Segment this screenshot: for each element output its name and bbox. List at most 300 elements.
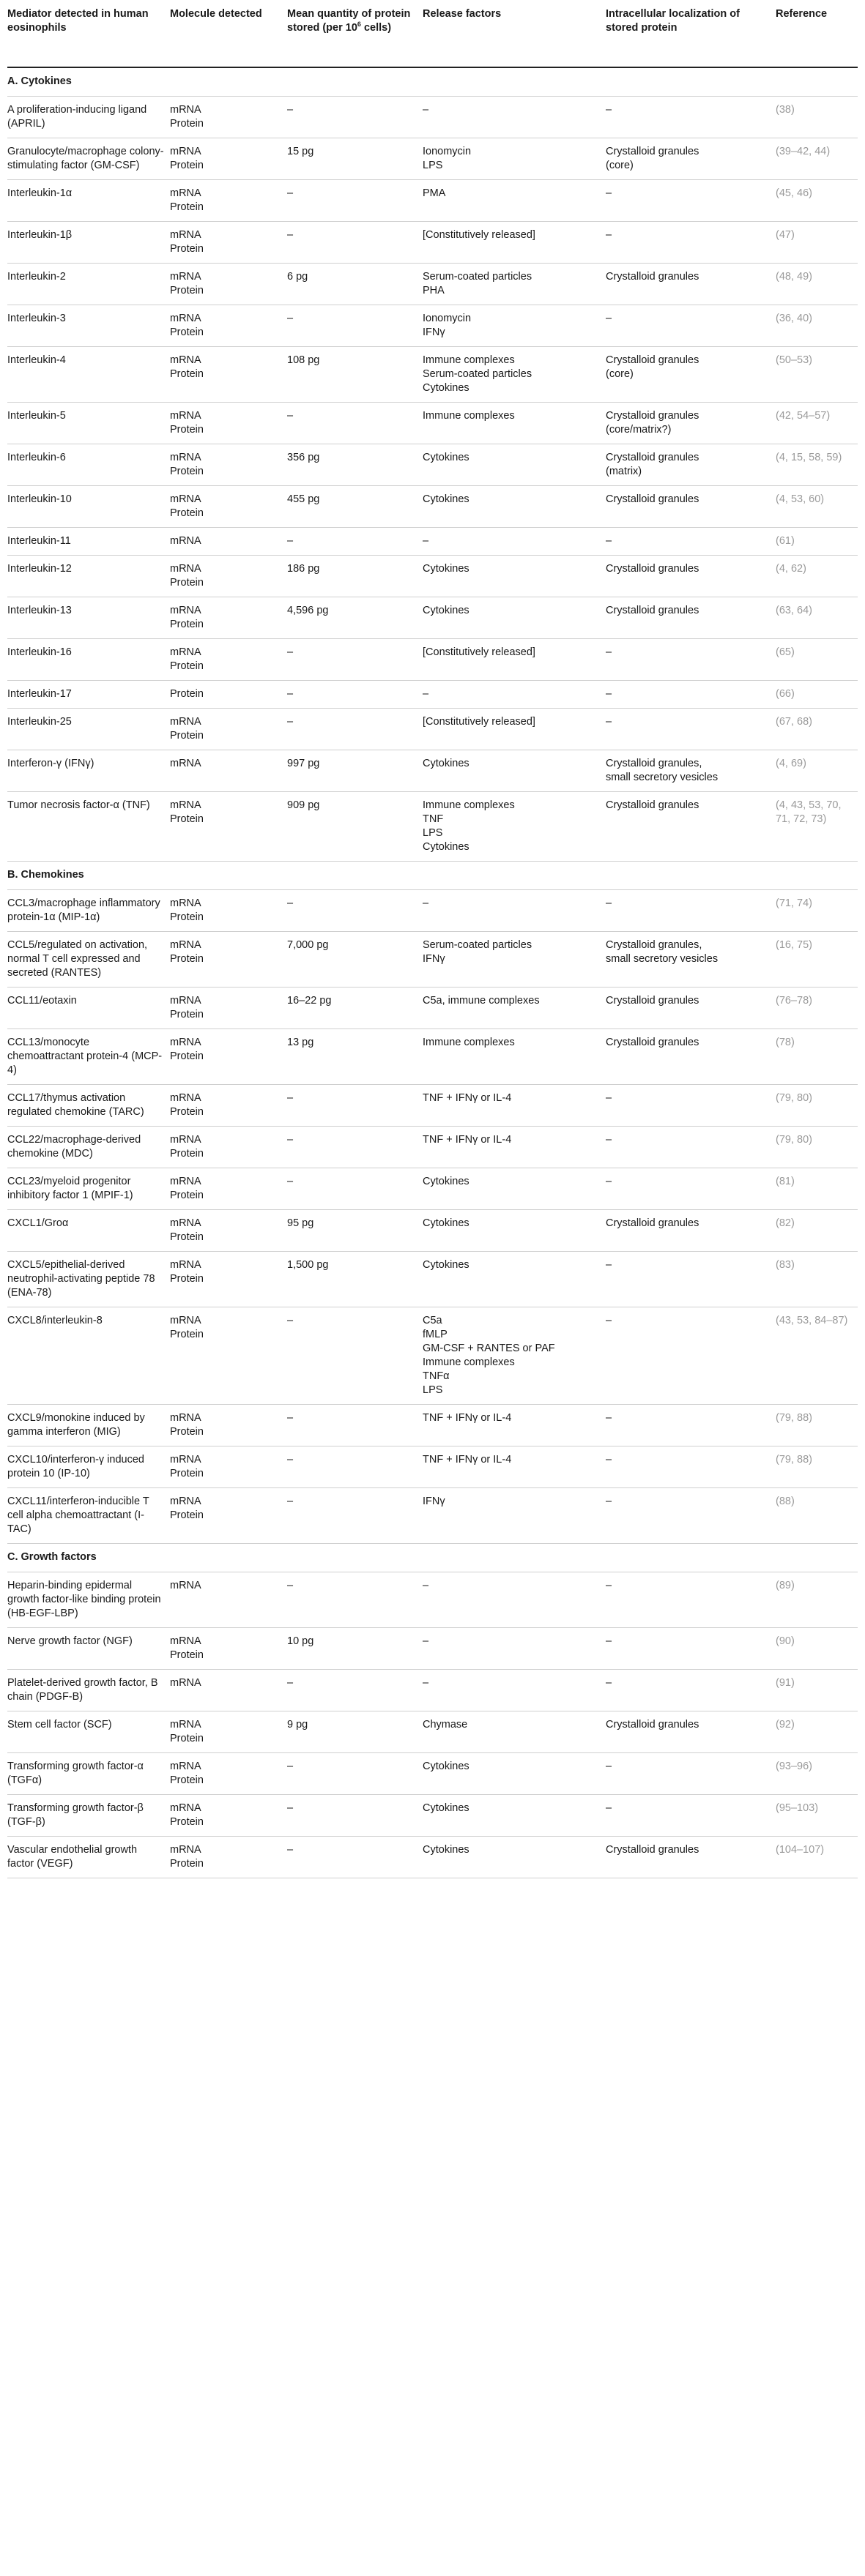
- molecule-cell-line: Protein: [170, 1231, 204, 1243]
- release-cell-line: –: [423, 535, 429, 547]
- table-row: [7, 988, 858, 1029]
- localization-cell: [606, 264, 776, 305]
- reference-cell: (45, 46): [776, 180, 858, 222]
- quantity-cell: 356 pg: [287, 444, 423, 486]
- localization-cell: [606, 444, 776, 486]
- localization-cell: [606, 556, 776, 597]
- release-cell-line: Cytokines: [423, 452, 469, 463]
- table-row: [7, 556, 858, 597]
- table-row: [7, 138, 858, 180]
- release-cell: [423, 1085, 606, 1127]
- release-cell: [423, 709, 606, 750]
- table-row: [7, 1405, 858, 1446]
- quantity-cell: –: [287, 1127, 423, 1168]
- quantity-cell: 997 pg: [287, 750, 423, 792]
- quantity-cell: 7,000 pg: [287, 932, 423, 988]
- release-cell: [423, 1405, 606, 1446]
- reference-cell: (79, 88): [776, 1446, 858, 1488]
- reference-cell: (89): [776, 1572, 858, 1628]
- mediator-cell: CCL13/monocyte chemoattractant protein-4 (MCP-4): [7, 1029, 170, 1085]
- molecule-cell: [170, 1168, 287, 1210]
- release-cell: [423, 597, 606, 639]
- release-cell-line: Cytokines: [423, 605, 469, 616]
- localization-cell: [606, 1168, 776, 1210]
- mediator-cell: CXCL1/Groα: [7, 1210, 170, 1252]
- quantity-cell: –: [287, 305, 423, 347]
- release-cell: [423, 1446, 606, 1488]
- molecule-cell-line: Protein: [170, 1009, 204, 1020]
- reference-cell: (4, 43, 53, 70, 71, 72, 73): [776, 792, 858, 862]
- reference-cell: (81): [776, 1168, 858, 1210]
- molecule-cell-line: Protein: [170, 424, 204, 436]
- release-cell: [423, 1628, 606, 1670]
- localization-cell-line: –: [606, 1412, 612, 1424]
- mediator-cell: Tumor necrosis factor-α (TNF): [7, 792, 170, 862]
- localization-cell: [606, 1488, 776, 1544]
- localization-cell: [606, 486, 776, 528]
- molecule-cell-line: mRNA: [170, 1719, 201, 1731]
- molecule-cell: [170, 988, 287, 1029]
- molecule-cell-line: mRNA: [170, 1217, 201, 1229]
- reference-cell: (42, 54–57): [776, 403, 858, 444]
- table-row: [7, 97, 858, 138]
- table-row: [7, 1795, 858, 1837]
- section-row: [7, 862, 858, 890]
- localization-cell: [606, 1307, 776, 1405]
- release-cell-line: LPS: [423, 827, 443, 839]
- localization-cell: [606, 1210, 776, 1252]
- molecule-cell: [170, 222, 287, 264]
- release-cell-line: Serum-coated particles: [423, 939, 532, 951]
- molecule-cell-line: mRNA: [170, 1037, 201, 1048]
- localization-cell-line: small secretory vesicles: [606, 953, 719, 965]
- release-cell-line: Immune complexes: [423, 799, 515, 811]
- molecule-cell-line: mRNA: [170, 1580, 201, 1591]
- reference-cell: (50–53): [776, 347, 858, 403]
- molecule-cell-line: Protein: [170, 619, 204, 630]
- release-cell: [423, 486, 606, 528]
- localization-cell: [606, 1670, 776, 1711]
- release-cell-line: Cytokines: [423, 841, 469, 853]
- mediator-cell: Interleukin-1β: [7, 222, 170, 264]
- localization-cell-line: –: [606, 313, 612, 324]
- localization-cell: [606, 750, 776, 792]
- mediator-cell: Interferon-γ (IFNγ): [7, 750, 170, 792]
- localization-cell: [606, 639, 776, 681]
- release-cell-line: C5a: [423, 1315, 442, 1326]
- localization-cell: [606, 347, 776, 403]
- localization-cell: [606, 305, 776, 347]
- mediator-cell: Transforming growth factor-α (TGFα): [7, 1753, 170, 1795]
- release-cell: [423, 97, 606, 138]
- quantity-cell: 16–22 pg: [287, 988, 423, 1029]
- molecule-cell-line: mRNA: [170, 493, 201, 505]
- molecule-cell: [170, 1307, 287, 1405]
- header-mediator: Mediator detected in human eosinophils: [7, 0, 170, 67]
- release-cell-line: Immune complexes: [423, 354, 515, 366]
- localization-cell-line: –: [606, 1802, 612, 1814]
- mediator-cell: CXCL10/interferon-γ induced protein 10 (IP-10): [7, 1446, 170, 1488]
- localization-cell: [606, 1405, 776, 1446]
- localization-cell-line: –: [606, 104, 612, 116]
- localization-cell-line: Crystalloid granules: [606, 493, 699, 505]
- release-cell-line: Immune complexes: [423, 410, 515, 422]
- release-cell-line: IFNγ: [423, 953, 445, 965]
- reference-cell: (4, 53, 60): [776, 486, 858, 528]
- release-cell-line: TNF + IFNγ or IL-4: [423, 1412, 512, 1424]
- localization-cell: [606, 528, 776, 556]
- release-cell-line: –: [423, 688, 429, 700]
- table-row: [7, 222, 858, 264]
- molecule-cell-line: mRNA: [170, 897, 201, 909]
- release-cell: [423, 681, 606, 709]
- quantity-cell: –: [287, 180, 423, 222]
- localization-cell-line: –: [606, 716, 612, 728]
- table-row: [7, 1711, 858, 1753]
- header-quantity-text: Mean quantity of protein stored (per 10: [287, 8, 411, 34]
- release-cell: [423, 792, 606, 862]
- table-row: [7, 1572, 858, 1628]
- quantity-cell: –: [287, 639, 423, 681]
- molecule-cell: [170, 347, 287, 403]
- localization-cell: [606, 180, 776, 222]
- molecule-cell: [170, 1670, 287, 1711]
- reference-cell: (4, 15, 58, 59): [776, 444, 858, 486]
- molecule-cell-line: Protein: [170, 1468, 204, 1479]
- quantity-cell: 909 pg: [287, 792, 423, 862]
- molecule-cell-line: Protein: [170, 466, 204, 477]
- molecule-cell-line: Protein: [170, 160, 204, 171]
- release-cell: [423, 1572, 606, 1628]
- table-row: [7, 305, 858, 347]
- release-cell-line: –: [423, 897, 429, 909]
- molecule-cell-line: Protein: [170, 201, 204, 213]
- molecule-cell: [170, 1446, 287, 1488]
- reference-cell: (71, 74): [776, 890, 858, 932]
- release-cell: [423, 1488, 606, 1544]
- mediator-cell: Interleukin-1α: [7, 180, 170, 222]
- molecule-cell-line: mRNA: [170, 1761, 201, 1772]
- molecule-cell: [170, 709, 287, 750]
- molecule-cell-line: Protein: [170, 1190, 204, 1201]
- reference-cell: (90): [776, 1628, 858, 1670]
- molecule-cell: [170, 403, 287, 444]
- mediator-cell: Interleukin-12: [7, 556, 170, 597]
- mediator-cell: Interleukin-6: [7, 444, 170, 486]
- reference-cell: (83): [776, 1252, 858, 1307]
- table-row: [7, 1210, 858, 1252]
- table-row: [7, 486, 858, 528]
- molecule-cell-line: mRNA: [170, 1677, 201, 1689]
- reference-cell: (78): [776, 1029, 858, 1085]
- localization-cell-line: –: [606, 1092, 612, 1104]
- header-localization: Intracellular localization of stored protein: [606, 0, 776, 67]
- molecule-cell-line: mRNA: [170, 758, 201, 769]
- table-row: [7, 347, 858, 403]
- release-cell-line: PHA: [423, 285, 445, 296]
- molecule-cell-line: mRNA: [170, 1259, 201, 1271]
- table-row: [7, 639, 858, 681]
- reference-cell: (48, 49): [776, 264, 858, 305]
- release-cell: [423, 750, 606, 792]
- quantity-cell: 4,596 pg: [287, 597, 423, 639]
- release-cell-line: IFNγ: [423, 326, 445, 338]
- release-cell-line: Cytokines: [423, 1844, 469, 1856]
- table-row: [7, 528, 858, 556]
- table-row: [7, 709, 858, 750]
- release-cell-line: Cytokines: [423, 1217, 469, 1229]
- quantity-cell: –: [287, 222, 423, 264]
- release-cell-line: Chymase: [423, 1719, 468, 1731]
- localization-cell: [606, 1711, 776, 1753]
- localization-cell-line: –: [606, 688, 612, 700]
- reference-cell: (92): [776, 1711, 858, 1753]
- mediator-cell: CCL3/macrophage inflammatory protein-1α (MIP-1α): [7, 890, 170, 932]
- localization-cell-line: –: [606, 1176, 612, 1187]
- localization-cell: [606, 597, 776, 639]
- table-row: [7, 932, 858, 988]
- release-cell: [423, 347, 606, 403]
- molecule-cell-line: Protein: [170, 1509, 204, 1521]
- table-row: [7, 792, 858, 862]
- molecule-cell-line: Protein: [170, 577, 204, 589]
- molecule-cell-line: mRNA: [170, 1844, 201, 1856]
- mediator-cell: A proliferation-inducing ligand (APRIL): [7, 97, 170, 138]
- release-cell: [423, 1127, 606, 1168]
- release-cell: [423, 305, 606, 347]
- reference-cell: (79, 88): [776, 1405, 858, 1446]
- molecule-cell: [170, 1405, 287, 1446]
- table-row: [7, 1307, 858, 1405]
- localization-cell-line: –: [606, 1259, 612, 1271]
- localization-cell-line: Crystalloid granules,: [606, 758, 702, 769]
- reference-cell: (95–103): [776, 1795, 858, 1837]
- release-cell-line: –: [423, 1635, 429, 1647]
- section-title: C. Growth factors: [7, 1544, 858, 1572]
- quantity-cell: –: [287, 709, 423, 750]
- localization-cell: [606, 222, 776, 264]
- molecule-cell-line: mRNA: [170, 410, 201, 422]
- release-cell-line: LPS: [423, 1384, 443, 1396]
- mediator-cell: Stem cell factor (SCF): [7, 1711, 170, 1753]
- table-row: [7, 597, 858, 639]
- localization-cell-line: Crystalloid granules: [606, 995, 699, 1007]
- release-cell: [423, 988, 606, 1029]
- mediator-cell: Interleukin-10: [7, 486, 170, 528]
- release-cell-line: Cytokines: [423, 1176, 469, 1187]
- molecule-cell-line: mRNA: [170, 995, 201, 1007]
- molecule-cell: [170, 932, 287, 988]
- release-cell-line: Ionomycin: [423, 146, 472, 157]
- localization-cell: [606, 1127, 776, 1168]
- quantity-cell: –: [287, 528, 423, 556]
- molecule-cell-line: Protein: [170, 1426, 204, 1438]
- molecule-cell-line: Protein: [170, 1106, 204, 1118]
- localization-cell-line: –: [606, 1761, 612, 1772]
- table-row: [7, 1488, 858, 1544]
- localization-cell-line: Crystalloid granules: [606, 146, 699, 157]
- localization-cell-line: –: [606, 1134, 612, 1146]
- molecule-cell-line: mRNA: [170, 1176, 201, 1187]
- mediator-cell: CCL23/myeloid progenitor inhibitory factor 1 (MPIF-1): [7, 1168, 170, 1210]
- localization-cell-line: –: [606, 1315, 612, 1326]
- quantity-cell: 9 pg: [287, 1711, 423, 1753]
- mediator-cell: Granulocyte/macrophage colony-stimulating factor (GM-CSF): [7, 138, 170, 180]
- mediator-cell: Interleukin-17: [7, 681, 170, 709]
- release-cell: [423, 1837, 606, 1878]
- quantity-cell: –: [287, 681, 423, 709]
- molecule-cell-line: Protein: [170, 1329, 204, 1340]
- release-cell: [423, 1711, 606, 1753]
- header-quantity-end: cells): [360, 22, 392, 34]
- molecule-cell-line: Protein: [170, 813, 204, 825]
- release-cell: [423, 180, 606, 222]
- molecule-cell-line: mRNA: [170, 1092, 201, 1104]
- localization-cell-line: (core/matrix?): [606, 424, 672, 436]
- mediator-cell: Interleukin-4: [7, 347, 170, 403]
- molecule-cell-line: mRNA: [170, 1635, 201, 1647]
- molecule-cell: [170, 305, 287, 347]
- release-cell: [423, 1307, 606, 1405]
- quantity-cell: –: [287, 1753, 423, 1795]
- molecule-cell-line: mRNA: [170, 646, 201, 658]
- reference-cell: (91): [776, 1670, 858, 1711]
- release-cell-line: fMLP: [423, 1329, 448, 1340]
- release-cell: [423, 890, 606, 932]
- molecule-cell: [170, 750, 287, 792]
- release-cell: [423, 528, 606, 556]
- localization-cell-line: –: [606, 229, 612, 241]
- molecule-cell: [170, 1837, 287, 1878]
- mediator-cell: Interleukin-25: [7, 709, 170, 750]
- molecule-cell-line: Protein: [170, 1050, 204, 1062]
- header-quantity: [287, 0, 423, 67]
- localization-cell: [606, 792, 776, 862]
- localization-cell: [606, 1795, 776, 1837]
- reference-cell: (76–78): [776, 988, 858, 1029]
- quantity-cell: 6 pg: [287, 264, 423, 305]
- molecule-cell: [170, 1572, 287, 1628]
- release-cell-line: [Constitutively released]: [423, 229, 535, 241]
- localization-cell-line: –: [606, 897, 612, 909]
- release-cell-line: PMA: [423, 187, 446, 199]
- localization-cell-line: –: [606, 1635, 612, 1647]
- table-row: [7, 264, 858, 305]
- release-cell: [423, 1029, 606, 1085]
- molecule-cell: [170, 180, 287, 222]
- molecule-cell-line: mRNA: [170, 1454, 201, 1466]
- molecule-cell: [170, 1488, 287, 1544]
- localization-cell-line: Crystalloid granules: [606, 452, 699, 463]
- release-cell-line: C5a, immune complexes: [423, 995, 540, 1007]
- molecule-cell-line: Protein: [170, 118, 204, 130]
- molecule-cell-line: Protein: [170, 688, 204, 700]
- mediator-cell: CXCL5/epithelial-derived neutrophil-activating peptide 78 (ENA-78): [7, 1252, 170, 1307]
- quantity-cell: 13 pg: [287, 1029, 423, 1085]
- header-quantity-exponent: 6: [357, 20, 361, 29]
- reference-cell: (104–107): [776, 1837, 858, 1878]
- molecule-cell-line: Protein: [170, 285, 204, 296]
- release-cell-line: TNF + IFNγ or IL-4: [423, 1454, 512, 1466]
- localization-cell-line: Crystalloid granules: [606, 1844, 699, 1856]
- table-row: [7, 750, 858, 792]
- table-body: [7, 67, 858, 1878]
- table-row: [7, 1837, 858, 1878]
- mediator-cell: Heparin-binding epidermal growth factor-like binding protein (HB-EGF-LBP): [7, 1572, 170, 1628]
- molecule-cell: [170, 681, 287, 709]
- table-row: [7, 1628, 858, 1670]
- release-cell: [423, 1670, 606, 1711]
- molecule-cell-line: Protein: [170, 1649, 204, 1661]
- mediator-cell: CXCL11/interferon-inducible T cell alpha chemoattractant (I-TAC): [7, 1488, 170, 1544]
- quantity-cell: –: [287, 1405, 423, 1446]
- release-cell-line: Cytokines: [423, 1259, 469, 1271]
- mediator-cell: Transforming growth factor-β (TGF-β): [7, 1795, 170, 1837]
- molecule-cell-line: mRNA: [170, 1802, 201, 1814]
- molecule-cell-line: Protein: [170, 1774, 204, 1786]
- reference-cell: (38): [776, 97, 858, 138]
- release-cell-line: Cytokines: [423, 1802, 469, 1814]
- molecule-cell: [170, 444, 287, 486]
- molecule-cell-line: mRNA: [170, 229, 201, 241]
- table-row: [7, 180, 858, 222]
- table-header: [7, 0, 858, 67]
- localization-cell: [606, 681, 776, 709]
- release-cell: [423, 1795, 606, 1837]
- molecule-cell-line: mRNA: [170, 563, 201, 575]
- reference-cell: (82): [776, 1210, 858, 1252]
- release-cell-line: Cytokines: [423, 382, 469, 394]
- quantity-cell: 186 pg: [287, 556, 423, 597]
- quantity-cell: –: [287, 1446, 423, 1488]
- localization-cell-line: –: [606, 187, 612, 199]
- quantity-cell: –: [287, 1307, 423, 1405]
- molecule-cell: [170, 890, 287, 932]
- table-row: [7, 1446, 858, 1488]
- table-row: [7, 890, 858, 932]
- mediator-table: [7, 0, 858, 1878]
- release-cell-line: Cytokines: [423, 758, 469, 769]
- reference-cell: (16, 75): [776, 932, 858, 988]
- mediator-cell: CXCL9/monokine induced by gamma interferon (MIG): [7, 1405, 170, 1446]
- reference-cell: (65): [776, 639, 858, 681]
- table-row: [7, 681, 858, 709]
- section-row: [7, 1544, 858, 1572]
- localization-cell-line: (matrix): [606, 466, 642, 477]
- localization-cell: [606, 932, 776, 988]
- mediator-cell: CXCL8/interleukin-8: [7, 1307, 170, 1405]
- release-cell-line: TNF: [423, 813, 444, 825]
- molecule-cell: [170, 556, 287, 597]
- molecule-cell-line: mRNA: [170, 104, 201, 116]
- molecule-cell: [170, 639, 287, 681]
- molecule-cell-line: Protein: [170, 911, 204, 923]
- table-row: [7, 1168, 858, 1210]
- quantity-cell: –: [287, 403, 423, 444]
- localization-cell: [606, 1252, 776, 1307]
- reference-cell: (88): [776, 1488, 858, 1544]
- molecule-cell: [170, 486, 287, 528]
- molecule-cell-line: Protein: [170, 1858, 204, 1870]
- reference-cell: (93–96): [776, 1753, 858, 1795]
- mediator-cell: Vascular endothelial growth factor (VEGF): [7, 1837, 170, 1878]
- molecule-cell: [170, 1029, 287, 1085]
- mediator-cell: Interleukin-16: [7, 639, 170, 681]
- molecule-cell-line: Protein: [170, 730, 204, 742]
- localization-cell: [606, 1572, 776, 1628]
- release-cell-line: Cytokines: [423, 1761, 469, 1772]
- reference-cell: (4, 69): [776, 750, 858, 792]
